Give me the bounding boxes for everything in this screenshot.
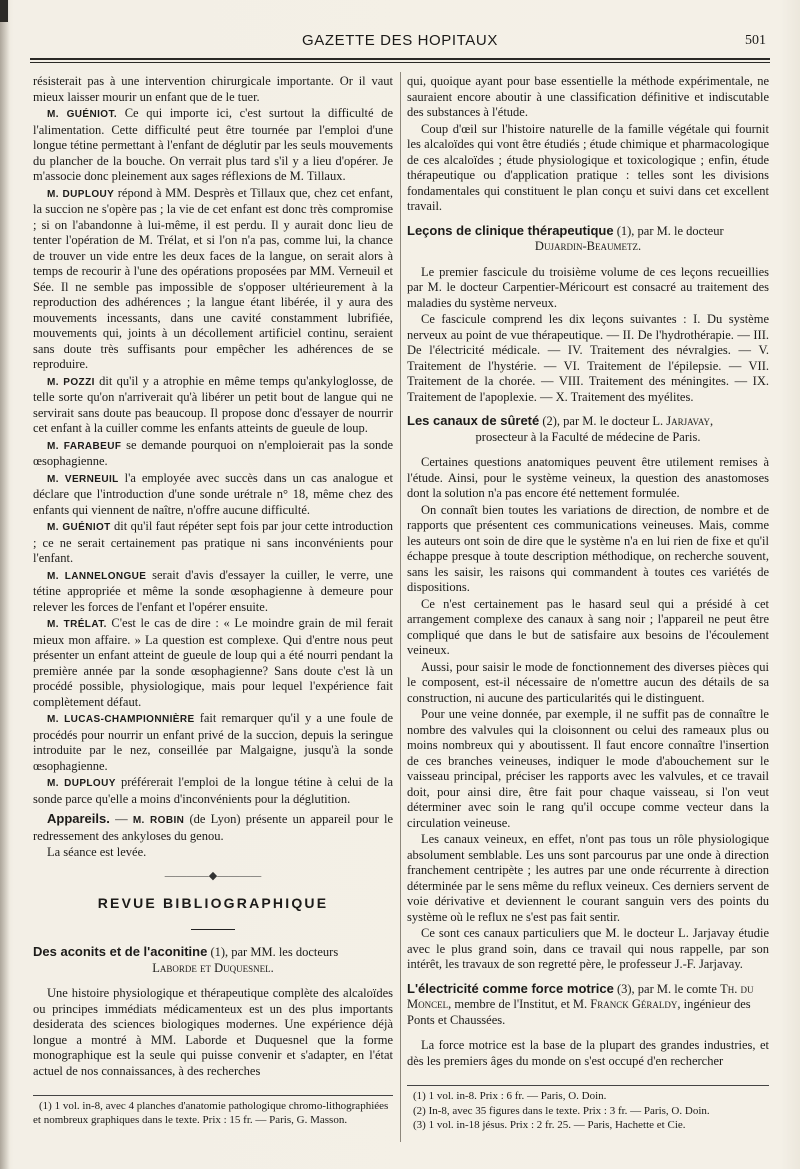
paragraph: Aussi, pour saisir le mode de fonctionnement des diverses pièces qui le composent, est-il nécessaire de n'omettre aucun des détails de sa construction, ni aucune des particularités qui le distinguent. <box>407 659 769 705</box>
speaker-name: M. FARABEUF <box>47 440 122 452</box>
paragraph: M. GUÉNIOT dit qu'il faut répéter sept fois par jour cette introduction ; ce ne serait certainement pas pratique ni sans inconvénients pour l'enfant. <box>33 519 393 565</box>
journal-title: GAZETTE DES HOPITAUX <box>302 32 498 49</box>
review-authors: Th. du Moncel, <box>407 981 754 1011</box>
paragraph: Le premier fascicule du troisième volume de ces leçons recueillies par M. le docteur Carpentier-Méricourt est consacré au traitement des maladies du système nerveux. <box>407 264 769 310</box>
paragraph: M. DUPLOUY répond à MM. Desprès et Tillaux que, chez cet enfant, la succion ne s'opère pas ; la vie de cet enfant est donc très compromise ; si on l'abandonne à lui-même, il est perdu. Il y aurait donc lieu de tenter l'opération de M. Trélat, et si l'on n'a pas, comme lui, la chance de trouver un vide entre les deux faces de la langue, on serait alors à temps de recourir à l'une des opérations proposées par MM. Verneuil et Sée. Il ne semble pas impossible de s'opposer ultérieurement à la reproduction des adhérences ; la langue étant libérée, il y aura des mouvements incessants, dans une cavité constamment lubrifiée, mouvements qui, joints à un décollement artificiel continu, seraient sans doute très suffisants pour empêcher les adhérences de se reproduire. <box>33 185 393 371</box>
review-title: Des aconits et de l'aconitine <box>33 944 208 959</box>
footnote: (1) 1 vol. in-8. Prix : 6 fr. — Paris, O. Doin. <box>413 1090 607 1102</box>
review-title: Les canaux de sûreté <box>407 413 540 428</box>
speaker-name: M. DUPLOUY <box>47 188 115 200</box>
right-column <box>407 74 769 1134</box>
header-rule-thin <box>30 62 770 63</box>
speaker-name: M. DUPLOUY <box>47 778 116 789</box>
section-title-revue: REVUE BIBLIOGRAPHIQUE <box>97 894 329 911</box>
speaker-name: M. GUÉNIOT <box>47 522 111 533</box>
paragraph: Appareils. — M. ROBIN (de Lyon) présente un appareil pour le redressement des ankyloses du genou. <box>33 811 394 843</box>
review-authors: Franck Géraldy, <box>590 997 681 1011</box>
binding-mark <box>0 0 8 22</box>
footnote: (1) 1 vol. in-8, avec 4 planches d'anatomie pathologique chromo-lithographiées et nombreux graphiques dans le texte. Prix : 15 fr. — Paris, G. Masson. <box>33 1100 389 1126</box>
paragraph: On connaît bien toutes les variations de direction, de nombre et de rapports que présentent ces communications veineuses. Mais, comme les auteurs ont soin de dire que le système n'a en lui rien de fixe et qu'il échappe presque à toute description méthodique, on recherche souvent, sans les saisir, les raisons qui commandent à toutes ces variétés de dispositions. <box>407 502 769 594</box>
footnote-rule <box>407 1085 769 1086</box>
paragraph: Certaines questions anatomiques peuvent être utilement remises à l'étude. Ainsi, pour le système veineux, la question des anastomoses dont la solution n'a pas encore été nettement formulée. <box>407 455 769 500</box>
review-heading: L'électricité comme force motrice (3), par M. le comte Th. du Moncel, membre de l'Institut, et M. Franck Géraldy, ingénieur des Ponts et Chaussées. <box>407 980 754 1027</box>
speaker-name: M. VERNEUIL <box>47 473 119 485</box>
review-authors: Jarjavay, <box>666 414 714 428</box>
page-number: 501 <box>745 33 766 48</box>
footnote: (2) In-8, avec 35 figures dans le texte. Prix : 3 fr. — Paris, O. Doin. <box>413 1104 710 1117</box>
speaker-name: M. ROBIN <box>132 815 185 826</box>
paragraph: M. FARABEUF se demande pourquoi on n'emploierait pas la sonde œsophagienne. <box>33 437 394 468</box>
paragraph: M. TRÉLAT. C'est le cas de dire : « Le moindre grain de mil ferait mieux mon affaire. » La question est complexe. Qui d'entre nous peut présenter un enfant atteint de gueule de loup qui a été nourri pendant la première année par la sonde œsophagienne? Sans doute c'est là un procédé possible, physiologique, mais pour lequel l'expérience fait complètement défaut. <box>33 616 393 709</box>
short-rule <box>191 929 235 930</box>
review-heading: Leçons de clinique thérapeutique (1), par M. le docteur Dujardin-Beaumetz. <box>407 223 769 255</box>
paragraph: Ce sont ces canaux particuliers que M. le docteur L. Jarjavay étudie avec le plus grand soin, dans ce travail qui nous rappelle, par son intérêt, les travaux de son regretté père, le professeur J.-F. Jarjavay. <box>407 926 769 971</box>
footnote-rule <box>33 1095 393 1096</box>
paragraph: qui, quoique ayant pour base essentielle la méthode expérimentale, ne sauraient encore aboutir à une classification définitive et indiscutable des substances à l'étude. <box>407 74 769 119</box>
footnote: (3) 1 vol. in-18 jésus. Prix : 2 fr. 25. — Paris, Hachette et Cie. <box>413 1119 686 1131</box>
page-header <box>30 30 770 52</box>
review-title: L'électricité comme force motrice <box>407 980 614 996</box>
paragraph: La séance est levée. <box>47 845 147 859</box>
speaker-name: M. LUCAS-CHAMPIONNIÈRE <box>47 714 195 725</box>
section-ornament: ————◆———— <box>164 869 262 882</box>
paragraph: Coup d'œil sur l'histoire naturelle de la famille végétale qui fournit les alcaloïdes qui vont être étudiés ; étude chimique et pharmacologique de ces alcaloïdes ; étude physiologique et toxicologique ; enfin, étude thérapeutique ou d'application pratique : telles sont les divisions fondamentales qui constituent le plan conçu et suivi dans cet excellent travail. <box>407 121 769 213</box>
paragraph: M. GUÉNIOT. Ce qui importe ici, c'est surtout la difficulté de l'alimentation. Cette difficulté peut être tournée par l'emploi d'une longue tétine permettant à l'enfant de déglutir par les seuls mouvements du plancher de la bouche. On verrait plus tard s'il y a lieu d'opérer. Je m'associe donc pleinement aux sages réflexions de M. Tillaux. <box>33 106 394 183</box>
review-subtitle: prosecteur à la Faculté de médecine de Paris. <box>475 429 701 444</box>
paragraph: M. VERNEUIL l'a employée avec succès dans un cas analogue et déclare que l'introduction d'une sonde urétrale n° 18, même chez des enfants qui viennent de naître, n'offre aucune difficulté. <box>33 470 393 517</box>
review-authors: Laborde et Duquesnel. <box>152 960 274 975</box>
left-column <box>33 74 393 1128</box>
paragraph: Les canaux veineux, en effet, n'ont pas tous un rôle physiologique absolument semblable. Les uns sont parcourus par une onde à direction franchement centripète ; les autres par une onde récurrente à direction déterminée par le sens même du reflux veineux. Ces derniers servent de voie dérivative et deviennent le courant sanguin vers des points du système où le reflux ne s'est pas fait sentir. <box>407 832 769 924</box>
header-rule-thick <box>30 58 770 60</box>
paragraph: M. LUCAS-CHAMPIONNIÈRE fait remarquer qu'il y a une foule de procédés pour nourrir un enfant privé de la succion, depuis la seringue introduite par le nez, conseillée par Malgaigne, jusqu'à la sonde œsophagienne. <box>33 711 393 773</box>
paragraph: M. DUPLOUY préférerait l'emploi de la longue tétine à celui de la sonde parce qu'elle a moins d'inconvénients pour la déglutition. <box>33 775 394 806</box>
paragraph: M. LANNELONGUE serait d'avis d'essayer la cuiller, le verre, une tétine appropriée et même la sonde œsophagienne à demeure pour relever les forces de l'enfant et l'opérer ensuite. <box>33 567 393 614</box>
paragraph: M. POZZI dit qu'il y a atrophie en même temps qu'ankyloglosse, de telle sorte qu'on n'arriverait qu'à libérer un petit bout de langue qui ne servirait sans doute pas beaucoup. Il propose donc d'essayer de nourrir cet enfant à la cuiller comme les enfants atteints de gueule de loup. <box>33 373 394 435</box>
speaker-name: M. LANNELONGUE <box>47 570 147 582</box>
column-divider <box>400 72 401 1142</box>
speaker-name: M. POZZI <box>47 376 95 388</box>
speaker-name: M. TRÉLAT. <box>47 619 107 630</box>
review-heading: Des aconits et de l'aconitine (1), par MM. les docteurs Laborde et Duquesnel. <box>33 944 393 976</box>
paragraph: Une histoire physiologique et thérapeutique complète des alcaloïdes ou principes immédiats médicamenteux est un des plus importants desiderata des sciences biologiques modernes. Une expérience déjà longue a montré à MM. Laborde et Duquesnel que la forme monographique est la seule qui puisse convenir et s'adapter, en l'état actuel de nos connaissances, à des recherches <box>33 986 393 1078</box>
paragraph: La force motrice est la base de la plupart des grandes industries, et dès les premiers âges du monde on s'est occupé d'en rechercher <box>407 1038 769 1068</box>
speaker-name: M. GUÉNIOT. <box>47 109 118 120</box>
paragraph: Pour une veine donnée, par exemple, il ne suffit pas de connaître le nombre des valvules qui la cloisonnent ou celui des rameaux plus ou moins nombreux qui y aboutissent. Il faut encore connaître l'insertion de ces branches veineuses, indiquer le mode d'abouchement sur le vaisseau principal, préciser les rapports avec les valvules, et ce travail doit, pour ainsi dire, être fait pour chaque vaisseau, si l'on veut déterminer avec soin le rang qu'il occupe comme vecteur dans la circulation veineuse. <box>407 707 769 830</box>
review-title: Leçons de clinique thérapeutique <box>407 222 614 238</box>
paragraph: Ce n'est certainement pas le hasard seul qui a présidé à cet arrangement complexe des canaux à sang noir ; l'appareil ne peut être compliqué que dans le but de satisfaire aux besoins de l'écoulement veineux. <box>407 596 769 657</box>
paragraph: Ce fascicule comprend les dix leçons suivantes : I. Du système nerveux au point de vue thérapeutique. — II. De l'hydrothérapie. — III. De l'électricité médicale. — IV. Traitement des névralgies. — V. Traitement de l'hystérie. — VI. Traitement de l'épilepsie. — VII. Traitement de la chorée. — VIII. Traitement des méningites. — IX. Traitement de l'apoplexie. — X. Traitement des myélites. <box>407 312 769 404</box>
review-authors: Dujardin-Beaumetz. <box>534 239 642 253</box>
page-edge-shadow <box>0 0 10 1169</box>
review-heading: Les canaux de sûreté (2), par M. le docteur L. Jarjavay, prosecteur à la Faculté de médecine de Paris. <box>407 413 769 445</box>
paragraph: résisterait pas à une intervention chirurgicale importante. Or il vaut mieux laisser mourir un enfant que de le tuer. <box>33 74 393 104</box>
subsection-title: Appareils. <box>47 811 110 826</box>
